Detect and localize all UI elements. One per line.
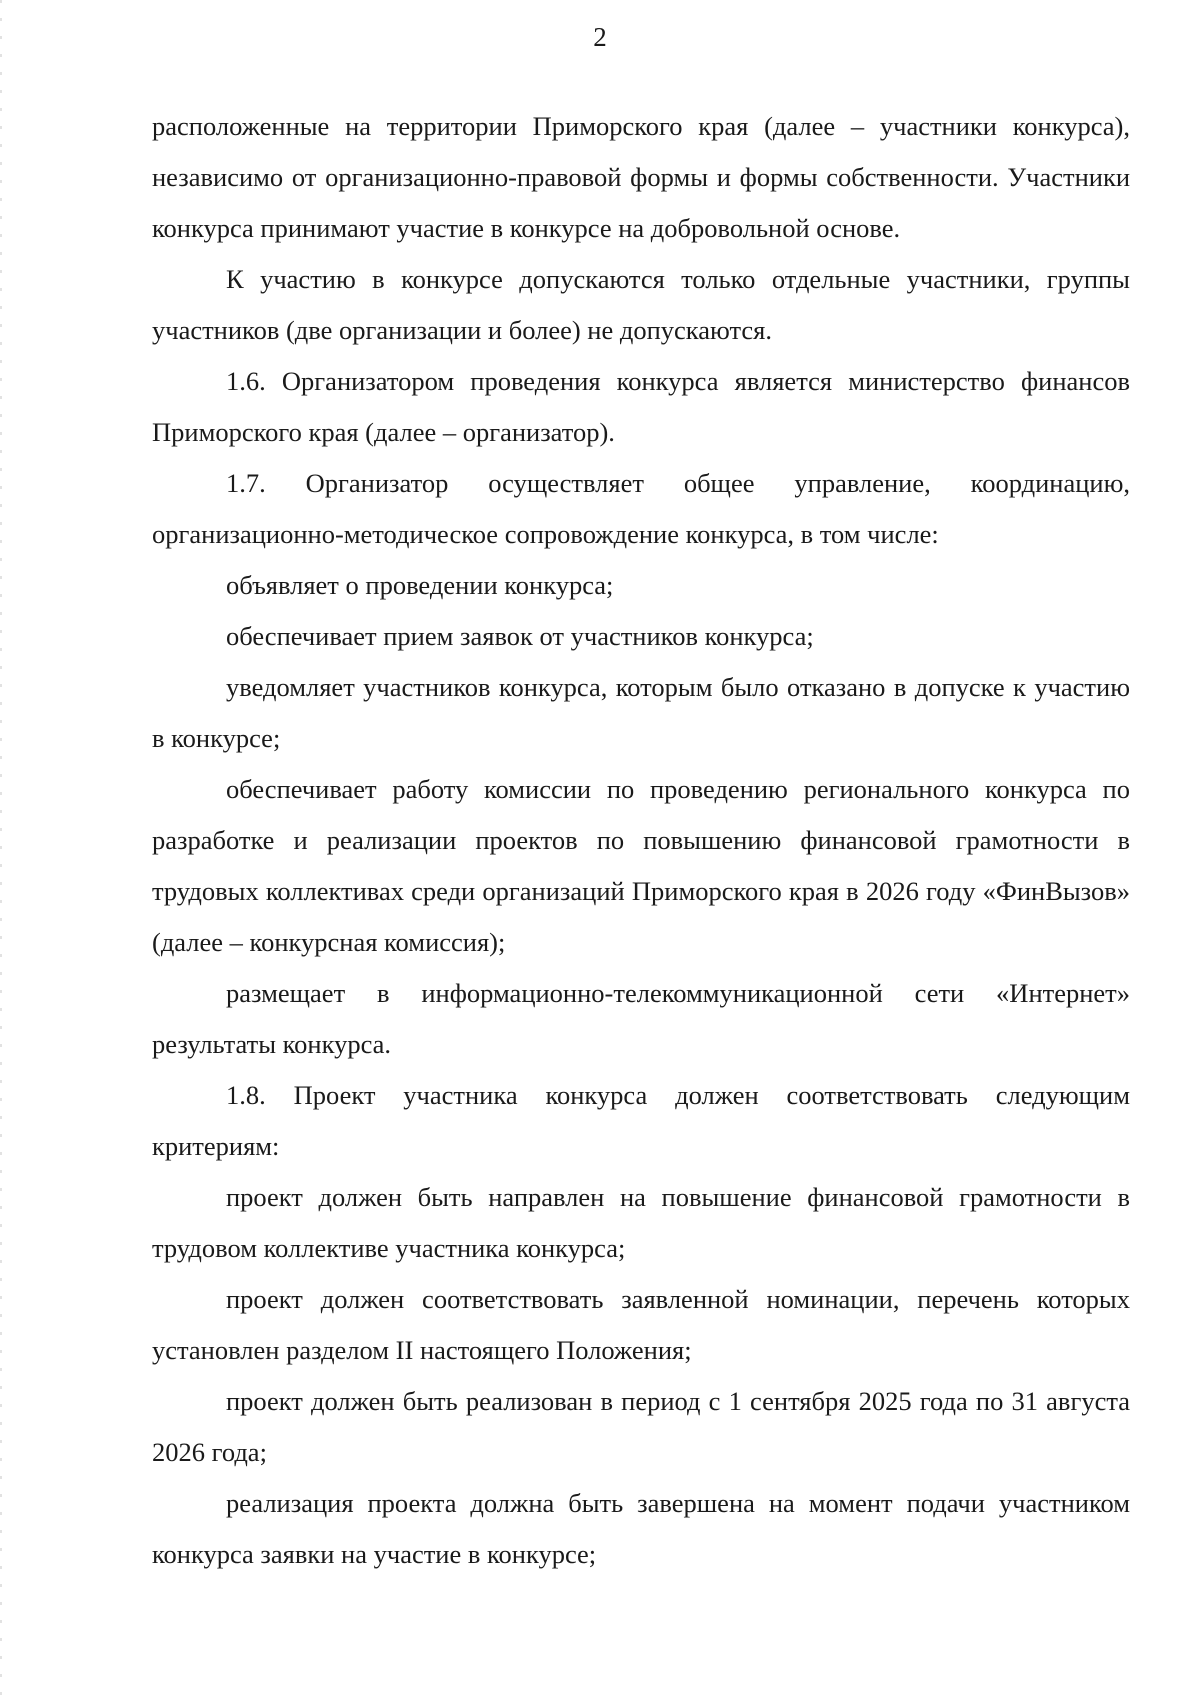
list-item-publishes-results: размещает в информационно-телекоммуникационной сети «Интернет» результаты конкурса. bbox=[152, 978, 1130, 1059]
criteria-item-period: проект должен быть реализован в период с 1 сентября 2025 года по 31 августа 2026 года; bbox=[152, 1386, 1130, 1467]
paragraph-individual-participation: К участию в конкурсе допускаются только отдельные участники, группы участников (две организации и более) не допускаются. bbox=[152, 264, 1130, 345]
page-number: 2 bbox=[593, 22, 607, 52]
criteria-item-nomination: проект должен соответствовать заявленной номинации, перечень которых установлен разделом II настоящего Положения; bbox=[152, 1284, 1130, 1365]
document-body bbox=[152, 101, 1130, 1580]
criteria-item-completed: реализация проекта должна быть завершена на момент подачи участником конкурса заявки на участие в конкурсе; bbox=[152, 1488, 1130, 1569]
paragraph-participants-continued: расположенные на территории Приморского края (далее – участники конкурса), независимо от организационно-правовой формы и формы собственности. Участники конкурса принимают участие в конкурсе на добровольной основе. bbox=[152, 111, 1130, 243]
paragraph-1-8-criteria: 1.8. Проект участника конкурса должен соответствовать следующим критериям: bbox=[152, 1080, 1130, 1161]
criteria-item-financial-literacy: проект должен быть направлен на повышение финансовой грамотности в трудовом коллективе участника конкурса; bbox=[152, 1182, 1130, 1263]
list-item-receives-applications: обеспечивает прием заявок от участников конкурса; bbox=[226, 621, 814, 651]
list-item-announces: объявляет о проведении конкурса; bbox=[226, 570, 614, 600]
scan-edge-artifact bbox=[0, 0, 2, 1697]
paragraph-1-7-organizer-duties: 1.7. Организатор осуществляет общее управление, координацию, организационно-методическое сопровождение конкурса, в том числе: bbox=[152, 468, 1130, 549]
list-item-commission-work: обеспечивает работу комиссии по проведению регионального конкурса по разработке и реализации проектов по повышению финансовой грамотности в трудовых коллективах среди организаций Приморского края в 2026 году «ФинВызов» (далее – конкурсная комиссия); bbox=[152, 774, 1130, 957]
paragraph-1-6-organizer: 1.6. Организатором проведения конкурса является министерство финансов Приморского края (далее – организатор). bbox=[152, 366, 1130, 447]
list-item-notifies-rejected: уведомляет участников конкурса, которым было отказано в допуске к участию в конкурсе; bbox=[152, 672, 1130, 753]
